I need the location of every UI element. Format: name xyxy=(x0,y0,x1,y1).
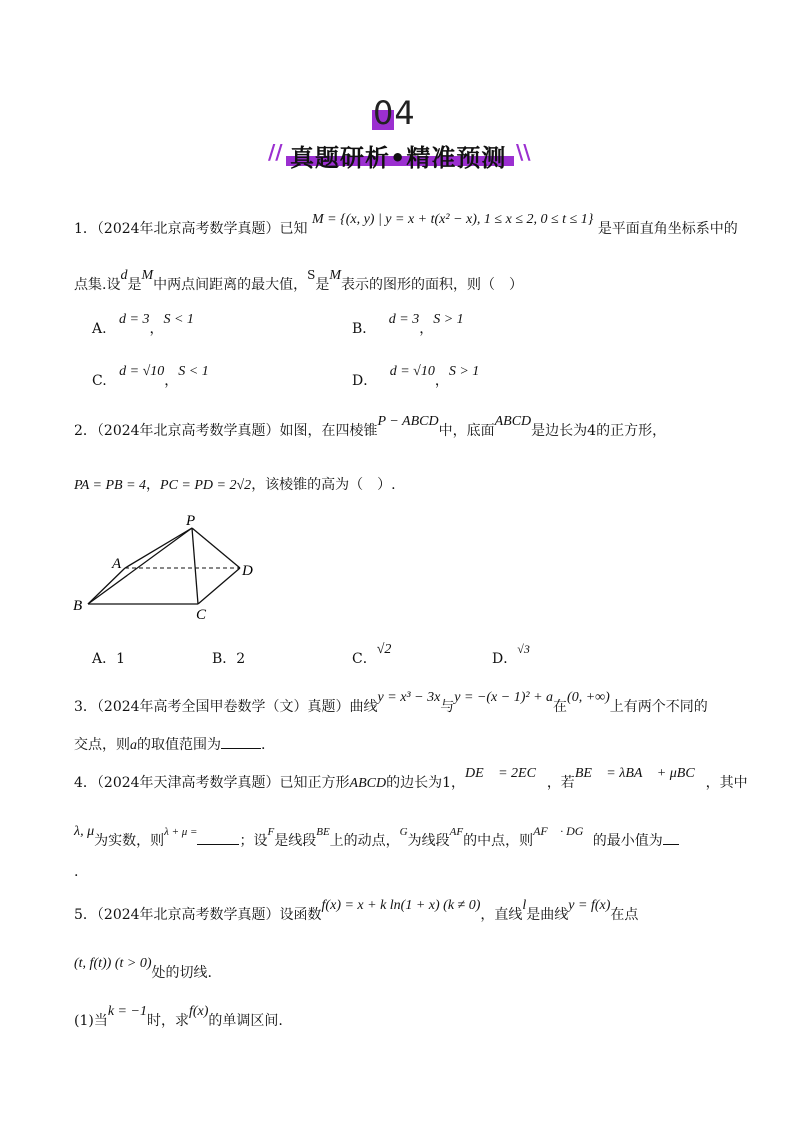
q4-line2: λ, μ为实数，则$^{\lambda + \mu =}$；设$^F$是线段$^{BE}$上的动点，$^G$为线段$^{AF}$的中点，则AF⃗ · DG⃗的最小值为 xyxy=(74,830,679,850)
q1-option-b[interactable]: B． d = 3，S > 1 xyxy=(352,312,464,337)
header-number: 04 xyxy=(373,94,416,132)
q1-option-d[interactable]: D． d = √10，S > 1 xyxy=(352,364,480,389)
q2-line1: 2．（2024年北京高考数学真题）如图，在四棱锥P − ABCD中，底面ABCD是边长为4的正方形， xyxy=(74,414,667,439)
label-c: C xyxy=(196,607,207,623)
label-b: B xyxy=(73,598,83,614)
edge-pc xyxy=(192,528,198,604)
label-p: P xyxy=(186,513,196,529)
q2-option-b[interactable]: B．2 xyxy=(212,651,246,667)
pyramid-figure xyxy=(70,510,270,625)
q1-option-c[interactable]: C. d = √10，S < 1 xyxy=(92,364,209,389)
q4-answer-blank-1[interactable] xyxy=(197,830,239,845)
q1-label: 1．（2024年北京高考数学真题）已知 xyxy=(74,221,308,237)
edge-pa xyxy=(125,528,192,568)
edge-ba xyxy=(88,568,125,604)
edge-cd xyxy=(198,568,240,604)
q2-option-c[interactable]: C．√2 xyxy=(352,642,392,667)
q5-line1: 5．（2024年北京高考数学真题）设函数f(x) = x + k ln(1 + x) (k ≠ 0)，直线l是曲线y = f(x)在点 xyxy=(74,898,639,923)
edge-pd xyxy=(192,528,240,568)
q4-answer-blank-2[interactable] xyxy=(663,830,679,845)
q3-line1: 3．（2024年高考全国甲卷数学（文）真题）曲线y = x³ − 3x与y = −(x − 1)² + a在(0, +∞)上有两个不同的 xyxy=(74,690,708,715)
label-d: D xyxy=(242,563,253,579)
q2-line2: PA = PB = 4，PC = PD = 2√2，该棱锥的高为（ ）. xyxy=(74,477,396,493)
q2-option-d[interactable]: D．√3 xyxy=(492,642,530,667)
q3-line2: 交点，则a的取值范围为 . xyxy=(74,734,265,754)
q5-line2: (t, f(t)) (t > 0)处的切线. xyxy=(74,956,212,981)
q1-line2: 点集.设d是M中两点间距离的最大值，S是M表示的图形的面积，则（ ） xyxy=(74,268,524,293)
q1-set: M = {(x, y) | y = x + t(x² − x), 1 ≤ x ≤ 2, 0 ≤ t ≤ 1} xyxy=(312,212,594,227)
q4-line3: . xyxy=(74,864,79,880)
header-deco-right: \\ xyxy=(516,140,531,164)
q3-answer-blank[interactable] xyxy=(221,734,261,749)
label-a: A xyxy=(112,556,122,572)
q4-line1: 4．（2024年天津高考数学真题）已知正方形ABCD的边长为1，DE⃗ = 2EC⃗，若BE⃗ = λBA⃗ + μBC⃗，其中 xyxy=(74,766,748,791)
q1-line1 xyxy=(74,212,738,238)
q2-option-a[interactable]: A．1 xyxy=(92,651,126,667)
q5-sub1: (1)当k = −1时，求f(x)的单调区间. xyxy=(74,1004,283,1029)
header-title: 真题研析•精准预测 xyxy=(290,144,507,172)
q1-option-a[interactable]: A. d = 3，S < 1 xyxy=(92,312,194,337)
edge-pb xyxy=(88,528,192,604)
header-deco-left: // xyxy=(268,140,283,164)
q1-tail: 是平面直角坐标系中的 xyxy=(597,221,738,237)
